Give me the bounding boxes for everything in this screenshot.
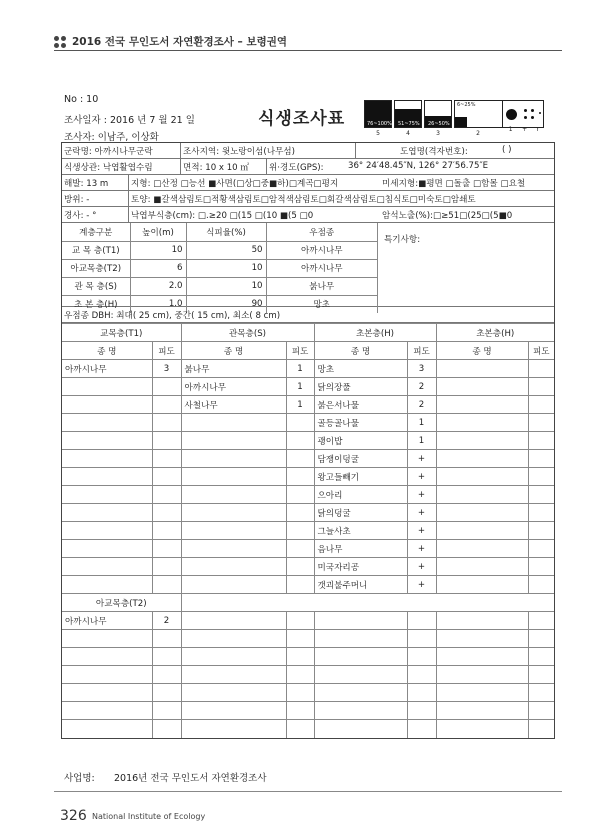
- t2-row: [62, 720, 554, 738]
- row-community: 군락명: 아까시나무군락 조사지역: 윗노랑이섬(나무섬) 도엽명(격자번호): ( ): [62, 143, 554, 159]
- group-t1: 교목층(T1): [62, 324, 181, 342]
- survey-no: No : 10: [64, 94, 99, 105]
- page-number: 326: [60, 808, 87, 824]
- species-row: 닭의덩굴 +: [62, 504, 554, 522]
- coverage-box-5: 76~100%: [364, 100, 392, 128]
- institute-name: National Institute of Ecology: [92, 812, 206, 821]
- t2-row: [62, 702, 554, 720]
- row-soil: 방위: - 토양: ■갈색삼림토□적황색삼림토□암적색삼림토□회갈색삼림토□침식토□미숙토□암쇄토: [62, 191, 554, 207]
- header-rule: [54, 50, 562, 51]
- t2-row: 아까시나무 2: [62, 612, 554, 630]
- surveyors: 조사자: 이남주, 이상화: [64, 132, 159, 143]
- species-row: 아까시나무 1 닭의장풀 2: [62, 378, 554, 396]
- header-title: 2016 전국 무인도서 자연환경조사 – 보령권역: [72, 36, 288, 48]
- strata-row: 관 목 층(S) 2.0 10 붉나무: [62, 277, 378, 295]
- coverage-box-4: 51~75%: [394, 100, 422, 128]
- coverage-box-small: [502, 100, 544, 128]
- form-title: 식생조사표: [258, 109, 346, 129]
- strata-row: 초 본 층(H) 1.0 90 망초: [62, 295, 378, 313]
- strata-table: 계층구분 높이(m) 식피율(%) 우점종 교 목 층(T1) 10 50 아까시나무 아교목층(T2) 6 10 아까시나무 관 목 층(S) 2.0 10 붉나무 초 본 층(H) 1.0 90 망초: [62, 223, 378, 313]
- project-label: 사업명:: [64, 773, 95, 784]
- row-slope: 경사: - ° 낙엽부식층(cm): □.≥20 □(15 □(10 ■(5 □0 암석노출(%):□≥51□(25□(5■0: [62, 207, 554, 223]
- page-header: [54, 34, 287, 49]
- notes-label: 특기사항:: [384, 235, 421, 245]
- t2-row: [62, 684, 554, 702]
- strata-block: [62, 223, 554, 311]
- group-s: 관목층(S): [181, 324, 314, 342]
- species-row: 아까시나무 3 붉나무 1 망초 3: [62, 360, 554, 378]
- strata-row: 아교목층(T2) 6 10 아까시나무: [62, 259, 378, 277]
- t2-row: [62, 630, 554, 648]
- header-dots-icon: [54, 36, 66, 48]
- species-row: 담쟁이덩굴 +: [62, 450, 554, 468]
- species-row: 음나무 +: [62, 540, 554, 558]
- t2-row: [62, 648, 554, 666]
- row-phase: 식생상관: 낙엽활엽수림 면적: 10 x 10 ㎡ 위·경도(GPS): 36° 24′48.45″N, 126° 27′56.75″E: [62, 159, 554, 175]
- species-row: 왕고들빼기 +: [62, 468, 554, 486]
- species-table: 교목층(T1) 관목층(S) 초본층(H) 초본층(H) 종 명 피도 종 명 피도 종 명 피도 종 명 피도 아까시나무 3 붉나무 1 망초 3 아까시나무 1 닭의장풀 2 사철나무 1 붉은서나물 2 골등골나물 1 괭이밥 1 담쟁이덩굴 + 왕고들빼기 + 으아리 + 닭의덩굴 + 그늘사초 + 음나무 + 미국자리공 + 갯괴불주머니 + 아교목층(T2) 아까시나무 2: [62, 323, 554, 738]
- group-h1: 초본층(H): [314, 324, 436, 342]
- survey-form: [61, 142, 555, 739]
- project-name: 2016년 전국 무인도서 자연환경조사: [114, 773, 267, 784]
- t2-head: 아교목층(T2): [62, 594, 181, 612]
- species-row: 사철나무 1 붉은서나물 2: [62, 396, 554, 414]
- row-terrain: 해발: 13 m 지형: □산정 □능선 ■사면(□상□중■하)□계곡□평지 미세지형:■평면 □돌출 □함몰 □요철: [62, 175, 554, 191]
- coverage-box-2: 6~25%: [454, 100, 504, 128]
- species-row: 괭이밥 1: [62, 432, 554, 450]
- species-row: 으아리 +: [62, 486, 554, 504]
- footer-rule: [54, 791, 562, 792]
- coverage-box-3: 26~50%: [424, 100, 452, 128]
- strata-row: 교 목 층(T1) 10 50 아까시나무: [62, 241, 378, 259]
- species-row: 골등골나물 1: [62, 414, 554, 432]
- row-dbh: 우점종 DBH: 최대( 25 cm), 중간( 15 cm), 최소( 8 cm): [62, 307, 554, 323]
- species-row: 미국자리공 +: [62, 558, 554, 576]
- species-row: 갯괴불주머니 +: [62, 576, 554, 594]
- group-h2: 초본층(H): [436, 324, 554, 342]
- species-row: 그늘사초 +: [62, 522, 554, 540]
- t2-row: [62, 666, 554, 684]
- survey-date: 조사일자 : 2016 년 7 월 21 일: [64, 115, 195, 126]
